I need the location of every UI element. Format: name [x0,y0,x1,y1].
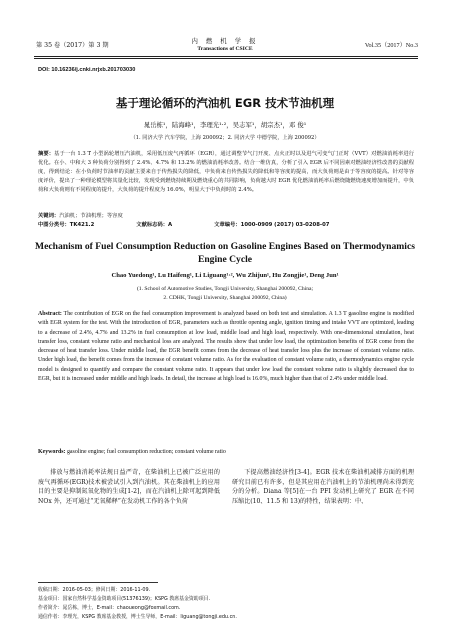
header-journal-cn: 内 燃 机 学 报 [191,37,259,45]
keywords-cn-text: 汽油机；节油机理；等容度 [59,213,123,219]
authors-cn: 晁岳栋¹，陆海峰¹，李理光¹·²，吴志军¹，胡宗杰¹，邓 俊¹ [143,121,307,129]
affiliation-cn: （1. 同济大学 汽车学院，上海 200092；2. 同济大学 中德学院，上海 200092） [130,135,320,141]
doi: DOI: 10.16236/j.cnki.nrjxb.201703030 [38,67,136,73]
header-journal-en: Transactions of CSICE [197,46,253,52]
body-column-right: 下提高燃油经济性[3-4]。EGR 技术在柴油机减排方面的机理研究目前已有许多，但是其应用在汽油机上的节油机理尚未得到充分的分析。Diana 等[5]在一台 PFI 发动机上研究了 EGR 在不同压缩比(10、11.5 和 13)的特性，结果表明：中、 [232,469,414,505]
footnote-received: 收稿日期：2016-05-03；修回日期：2016-11-09. [38,587,151,593]
clc-number: 中图分类号：TK421.2 [38,222,95,228]
abstract-cn-text: 基于一台 1.3 T 小型涡轮增压汽油机，采用低压废气再循环（EGR），通过调整节气门开度、点火正时以及进气可变气门正时（VVT）对燃油消耗率进行优化。在小、中和大 3 种负荷分别得到了 2.4%、4.7% 和 13.2% 的燃油消耗率改善。结合一维仿真，分析了引入 EGR 后不同因素对燃油经济性改善的贡献程度，得到结论：在小负荷时节油率的贡献主要来自于传热损失的降低，中负荷来自传热损失的降低和等容度的提高，而大负荷则是由于等容度的提高。针对等容度评价，提出了一种理论模型将其量化比较，发现受到燃烧持续期及燃烧重心的共同影响，负荷越大时 EGR 优化燃油消耗率后燃烧随燃烧速度增加而提升，中负荷和大负荷则有不同程度的提升，大负荷的提升程度为 16.0%，明显大于中负荷时的 2.4%。 [38,151,414,193]
header-volume-cn: 第 35 卷（2017）第 3 期 [36,42,109,49]
affiliation-en-1: (1. School of Automotive Studies, Tongji University, Shanghai 200092, China; [136,286,314,292]
abstract-cn-label: 摘要： [38,151,55,157]
classification-meta [38,220,414,228]
footnote-contact: 通信作者：李理光，KSPG 教席基金教授，博士生导师，E-mail：liguang@tongji.edu.cn. [38,614,237,620]
paper-title-cn: 基于理论循环的汽油机 EGR 技术节油机理 [115,96,335,110]
abstract-en-text: The contribution of EGR on the fuel consumption improvement is analyzed based on both test and simulation. A 1.3 T gasoline engine is modified with EGR system for the test. With the introduction of EGR, parameters such as throttle opening angle, ignition timing and intake VVT are optimized, leading to a decrease of 2.4%, 4.7% and 13.2% in fuel consumption at low load, middle load and high load, respectively. With one-dimensional simulation, heat transfer loss, constant volume ratio and mechanical loss are analyzed. The results show that under low load, the optimization benefits of EGR come from the decrease of heat transfer loss. Under middle load, the EGR benefit comes from the decrease of heat transfer loss plus the increase of constant volume ratio. Under high load, the benefit comes from the increase of constant volume ratio. As for the evaluation of constant volume ratio, a thermodynamics engine cycle model is designed to quantify and compare the constant volume ratio. It appears that under low load the constant volume ratio is slightly decreased due to EGR, but it is increased under middle and high loads. In detail, the increase at high load is 16.0%, much higher than that of 2.4% under middle load. [38,311,414,383]
authors-en: Chao Yuedong¹, Lu Haifeng¹, Li Liguang¹·², Wu Zhijun¹, Hu Zongjie¹, Deng Jun¹ [111,272,339,279]
document-code: 文献标志码：A [136,222,173,228]
running-header [32,6,418,50]
keywords-en-label: Keywords: [38,449,66,455]
body-column-left: 排放与燃油消耗率法规日益严苛，在柴油机上已被广泛应用的废气再循环(EGR)技术被尝试引入到汽油机。其在柴油机上的应用目的主要是抑制氮氧化物的生成[1-2]，而在汽油机上除可起到降低 NOx 外，还可通过“无氧稀释”在发动机工作的各个负荷 [38,469,220,505]
keywords-en [38,448,414,457]
header-volume-en: Vol.35（2017）No.3 [364,42,418,49]
article-number: 文章编号：1000-0909 (2017) 03-0208-07 [214,222,330,228]
keywords-cn-label: 关键词： [38,213,60,219]
footnote-rule [38,582,158,583]
footnote-author: 作者简介：晁岳栋，博士，E-mail：chaoueong@foxmail.com. [38,605,181,611]
header-rule-thick [34,56,418,57]
paper-title-en: Mechanism of Fuel Consumption Reduction on Gasoline Engines Based on Thermodynamics Engine Cycle [35,241,415,265]
affiliation-en-2: 2. CDHK, Tongji University, Shanghai 200092, China) [163,295,287,301]
affiliation-en [32,285,418,303]
abstract-cn [38,150,414,195]
keywords-en-text: gasoline engine; fuel consumption reduction; constant volume ratio [66,449,226,455]
header-rule-thin [34,58,418,59]
footnote-fund: 基金项目：国家自然科学基金资助项目(51376139)；KSPG 教席基金资助项目. [38,596,211,602]
abstract-en-label: Abstract: [38,311,62,317]
abstract-en [38,310,414,384]
